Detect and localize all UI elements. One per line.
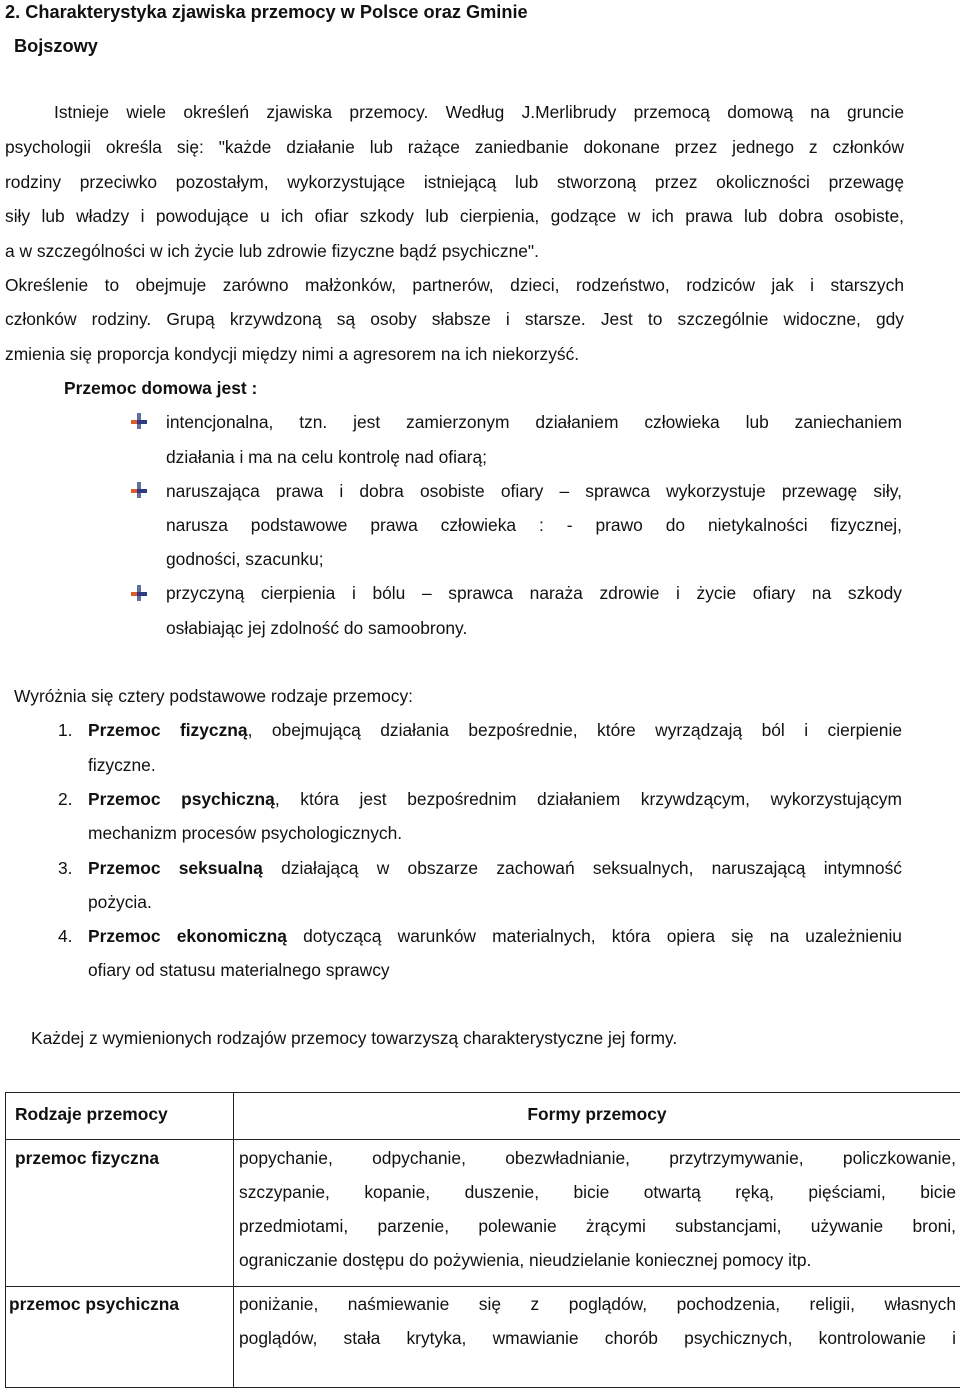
table-cell-type bbox=[6, 1287, 234, 1388]
bullet-text: narusza podstawowe prawa człowieka : - prawo do nietykalności fizycznej, bbox=[166, 508, 902, 542]
intro-line: siły lub władzy i powodujące u ich ofiar szkody lub cierpienia, godzące w ich prawa lub dobra osobiste, bbox=[5, 199, 904, 233]
list-item-bold: Przemoc ekonomiczną bbox=[88, 926, 287, 946]
types-intro: Wyróżnia się cztery podstawowe rodzaje przemocy: bbox=[14, 679, 413, 713]
list-item bbox=[88, 713, 902, 747]
list-item-bold: Przemoc seksualną bbox=[88, 858, 263, 878]
list-item-continued: mechanizm procesów psychologicznych. bbox=[88, 816, 402, 850]
intro-line: psychologii określa się: "każde działanie lub rażące zaniedbanie dokonane przez jednego z członków bbox=[5, 130, 904, 164]
intro-line: Określenie to obejmuje zarówno małżonków, partnerów, dzieci, rodzeństwo, rodziców jak i starszych bbox=[5, 268, 904, 302]
list-item-text: działającą w obszarze zachowań seksualnych, naruszającą intymność bbox=[263, 858, 902, 878]
intro-line: rodziny przeciwko pozostałym, wykorzystujące istniejącą lub stworzoną przez okoliczności przewagę bbox=[5, 165, 904, 199]
section-heading-continued: Bojszowy bbox=[14, 34, 98, 58]
summary-text: Każdej z wymienionych rodzajów przemocy towarzyszą charakterystyczne jej formy. bbox=[31, 1021, 677, 1055]
list-item-bold: Przemoc psychiczną bbox=[88, 789, 275, 809]
bullet-text: przyczyną cierpienia i bólu – sprawca naraża zdrowie i życie ofiary na szkody bbox=[166, 576, 902, 610]
table-cell-forms bbox=[234, 1287, 960, 1388]
list-number: 4. bbox=[58, 919, 73, 953]
arrow-bullet-icon bbox=[130, 412, 148, 430]
list-item-text: , obejmującą działania bezpośrednie, które wyrządzają ból i cierpienie bbox=[248, 720, 902, 740]
violence-forms-table bbox=[5, 1092, 960, 1388]
domestic-violence-title: Przemoc domowa jest : bbox=[64, 371, 257, 405]
intro-line: Istnieje wiele określeń zjawiska przemocy. Według J.Merlibrudy przemocą domową na gruncie bbox=[54, 95, 904, 129]
table-header-cell bbox=[234, 1093, 960, 1140]
list-item-bold: Przemoc fizyczną bbox=[88, 720, 248, 740]
list-item-continued: fizyczne. bbox=[88, 748, 156, 782]
list-number: 2. bbox=[58, 782, 73, 816]
table-row bbox=[6, 1140, 960, 1287]
violence-type: przemoc fizyczna bbox=[6, 1140, 233, 1175]
list-item-continued: ofiary od statusu materialnego sprawcy bbox=[88, 953, 390, 987]
list-item-text: dotyczącą warunków materialnych, która opiera się na uzależnieniu bbox=[287, 926, 902, 946]
bullet-text: osłabiając jej zdolność do samoobrony. bbox=[166, 611, 467, 645]
table-header-row bbox=[6, 1093, 960, 1140]
list-item bbox=[88, 851, 902, 885]
bullet-text: naruszająca prawa i dobra osobiste ofiary – sprawca wykorzystuje przewagę siły, bbox=[166, 474, 902, 508]
intro-line: zmienia się proporcja kondycji między nimi a agresorem na ich niekorzyść. bbox=[5, 337, 579, 371]
intro-line: a w szczególności w ich życie lub zdrowie fizyczne bądź psychiczne". bbox=[5, 234, 539, 268]
bullet-text: godności, szacunku; bbox=[166, 542, 324, 576]
table-header-cell bbox=[6, 1093, 234, 1140]
header-forms: Formy przemocy bbox=[234, 1093, 960, 1133]
table-cell-type bbox=[6, 1140, 234, 1287]
list-number: 1. bbox=[58, 713, 73, 747]
bullet-text: intencjonalna, tzn. jest zamierzonym działaniem człowieka lub zaniechaniem bbox=[166, 405, 902, 439]
arrow-bullet-icon bbox=[130, 481, 148, 499]
list-item-continued: pożycia. bbox=[88, 885, 152, 919]
intro-line: członków rodziny. Grupą krzywdzoną są osoby słabsze i starsze. Jest to szczególnie widoczne, gdy bbox=[5, 302, 904, 336]
list-item bbox=[88, 919, 902, 953]
bullet-text: działania i ma na celu kontrolę nad ofiarą; bbox=[166, 440, 487, 474]
arrow-bullet-icon bbox=[130, 584, 148, 602]
section-heading: 2. Charakterystyka zjawiska przemocy w Polsce oraz Gminie bbox=[5, 0, 528, 24]
forms-line: popychanie, odpychanie, obezwładnianie, przytrzymywanie, policzkowanie, bbox=[239, 1141, 956, 1175]
forms-line: szczypanie, kopanie, duszenie, bicie otwartą ręką, pięściami, bicie bbox=[239, 1175, 956, 1209]
list-number: 3. bbox=[58, 851, 73, 885]
list-item bbox=[88, 782, 902, 816]
violence-type: przemoc psychiczna bbox=[6, 1287, 233, 1321]
table-cell-forms bbox=[234, 1140, 960, 1287]
table-row bbox=[6, 1287, 960, 1388]
forms-line: ograniczanie dostępu do pożywienia, nieudzielanie koniecznej pomocy itp. bbox=[239, 1243, 956, 1277]
forms-line: poglądów, stała krytyka, wmawianie chorób psychicznych, kontrolowanie i bbox=[239, 1321, 956, 1355]
forms-line: poniżanie, naśmiewanie się z poglądów, pochodzenia, religii, własnych bbox=[239, 1287, 956, 1321]
header-types: Rodzaje przemocy bbox=[6, 1093, 233, 1133]
forms-line: przedmiotami, parzenie, polewanie żrącymi substancjami, używanie broni, bbox=[239, 1209, 956, 1243]
list-item-text: , która jest bezpośrednim działaniem krzywdzącym, wykorzystującym bbox=[275, 789, 902, 809]
